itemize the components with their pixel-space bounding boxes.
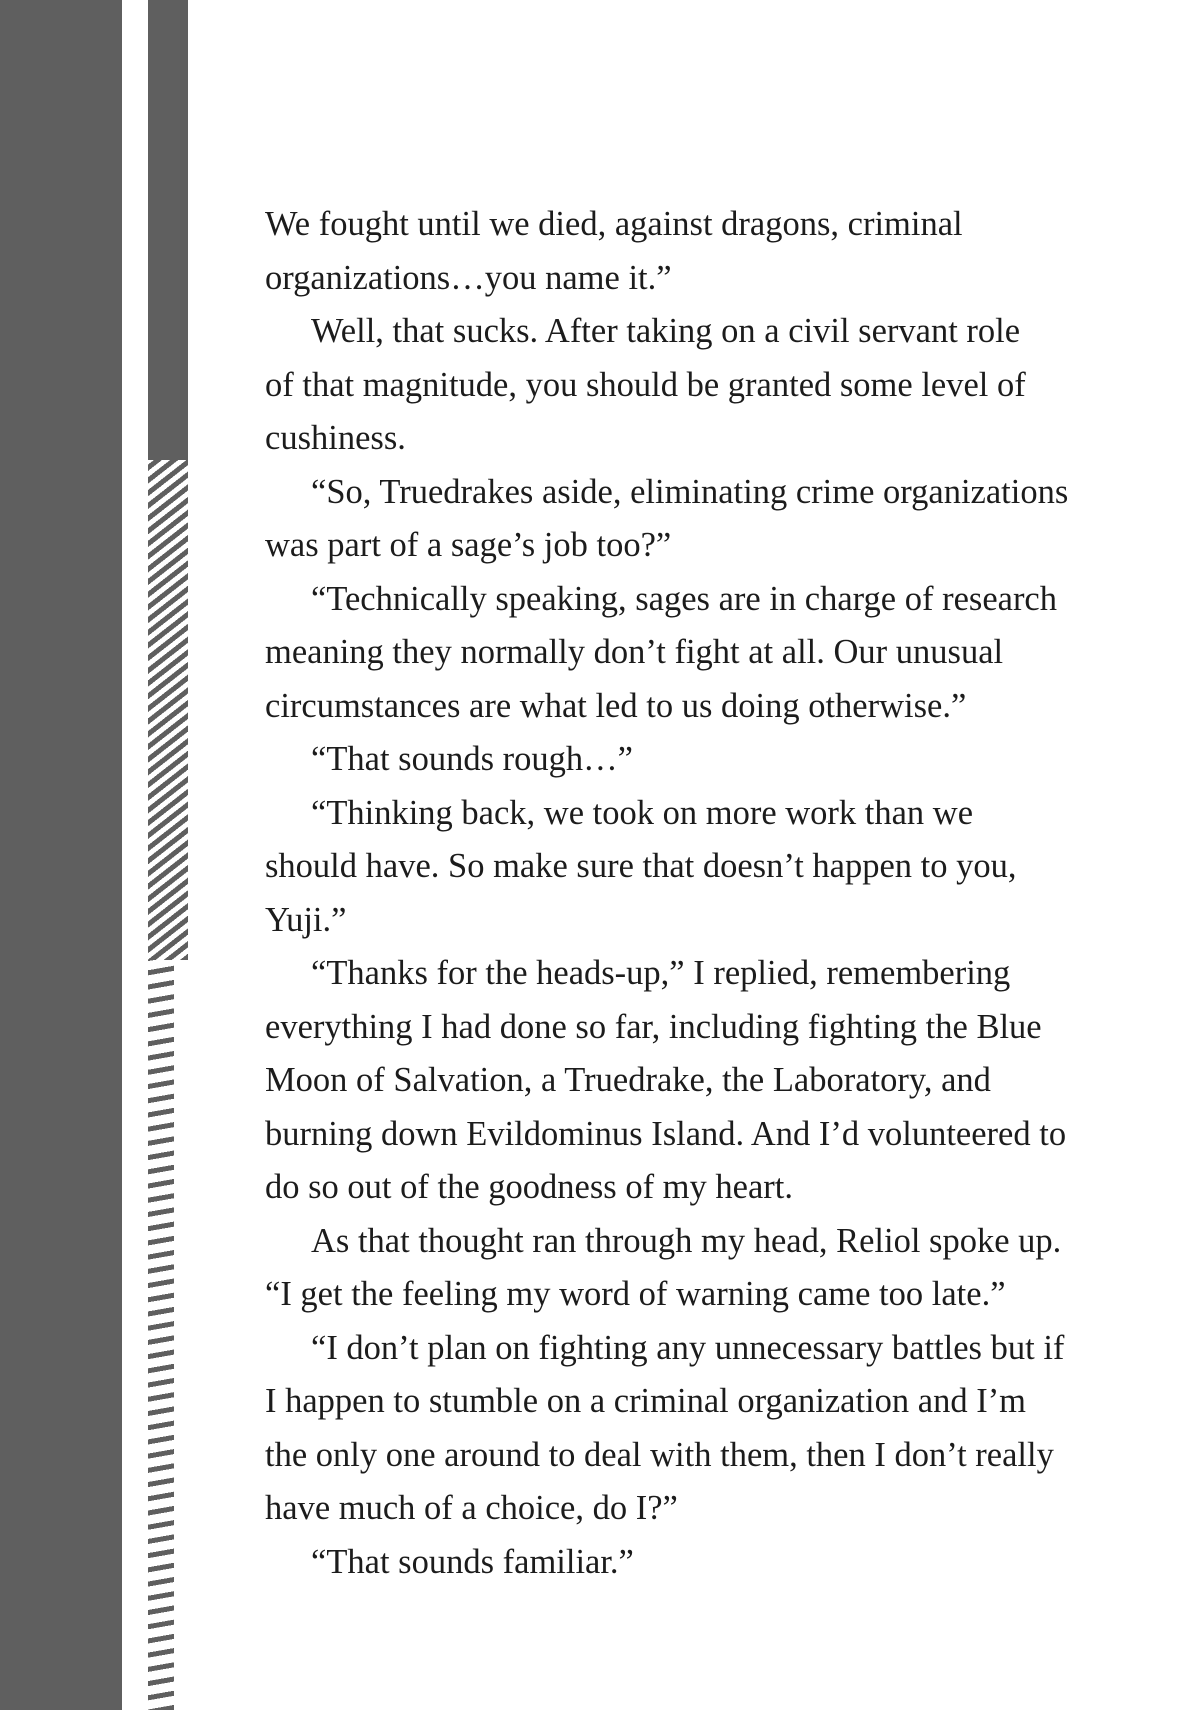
paragraph bbox=[265, 1322, 1115, 1536]
text-line: cushiness. bbox=[265, 419, 406, 457]
text-line: everything I had done so far, including fighting the Blue bbox=[265, 1007, 1042, 1046]
margin-stripes-dense bbox=[148, 460, 188, 960]
paragraph bbox=[265, 947, 1115, 1215]
text-line: I happen to stumble on a criminal organization and I’m bbox=[265, 1382, 1027, 1420]
margin-stripes-sparse bbox=[148, 960, 174, 1710]
text-line: meaning they normally don’t fight at all. Our unusual bbox=[265, 633, 1004, 671]
text-line: “I don’t plan on fighting any unnecessary battles but if bbox=[311, 1328, 1065, 1367]
text-line: “That sounds familiar.” bbox=[311, 1542, 634, 1581]
paragraph bbox=[265, 573, 1115, 734]
paragraph bbox=[265, 1536, 1115, 1590]
text-line: circumstances are what led to us doing otherwise.” bbox=[265, 686, 967, 725]
text-line: We fought until we died, against dragons, criminal bbox=[265, 205, 963, 243]
text-line: the only one around to deal with them, then I don’t really bbox=[265, 1435, 1054, 1474]
paragraph bbox=[265, 787, 1115, 948]
paragraph bbox=[265, 198, 1115, 305]
text-line: As that thought ran through my head, Reliol spoke up. bbox=[311, 1221, 1062, 1260]
text-line: Moon of Salvation, a Truedrake, the Laboratory, and bbox=[265, 1061, 991, 1099]
text-line: have much of a choice, do I?” bbox=[265, 1489, 678, 1527]
margin-inner-bar bbox=[148, 0, 188, 460]
text-line: Well, that sucks. After taking on a civil servant role bbox=[311, 312, 1021, 350]
paragraph bbox=[265, 1268, 1115, 1322]
text-line: “Technically speaking, sages are in charge of research bbox=[311, 579, 1057, 618]
text-line: “So, Truedrakes aside, eliminating crime organizations bbox=[311, 472, 1069, 511]
text-line: should have. So make sure that doesn’t happen to you, bbox=[265, 847, 1017, 885]
margin-bar bbox=[0, 0, 122, 1710]
text-line: was part of a sage’s job too?” bbox=[265, 526, 672, 564]
paragraph bbox=[265, 466, 1115, 573]
text-line: organizations…you name it.” bbox=[265, 258, 672, 297]
text-line: “I get the feeling my word of warning came too late.” bbox=[265, 1275, 1006, 1313]
text-line: do so out of the goodness of my heart. bbox=[265, 1168, 793, 1206]
margin-gap bbox=[122, 0, 148, 1710]
text-line: Yuji.” bbox=[265, 900, 347, 939]
body-text bbox=[265, 198, 1115, 1589]
paragraph bbox=[265, 1215, 1115, 1269]
text-line: burning down Evildominus Island. And I’d volunteered to bbox=[265, 1114, 1067, 1153]
text-line: “That sounds rough…” bbox=[311, 740, 633, 778]
paragraph bbox=[265, 733, 1115, 787]
text-line: of that magnitude, you should be granted some level of bbox=[265, 365, 1026, 404]
text-line: “Thanks for the heads-up,” I replied, remembering bbox=[311, 954, 1011, 992]
paragraph bbox=[265, 305, 1115, 466]
text-line: “Thinking back, we took on more work than we bbox=[311, 793, 974, 832]
